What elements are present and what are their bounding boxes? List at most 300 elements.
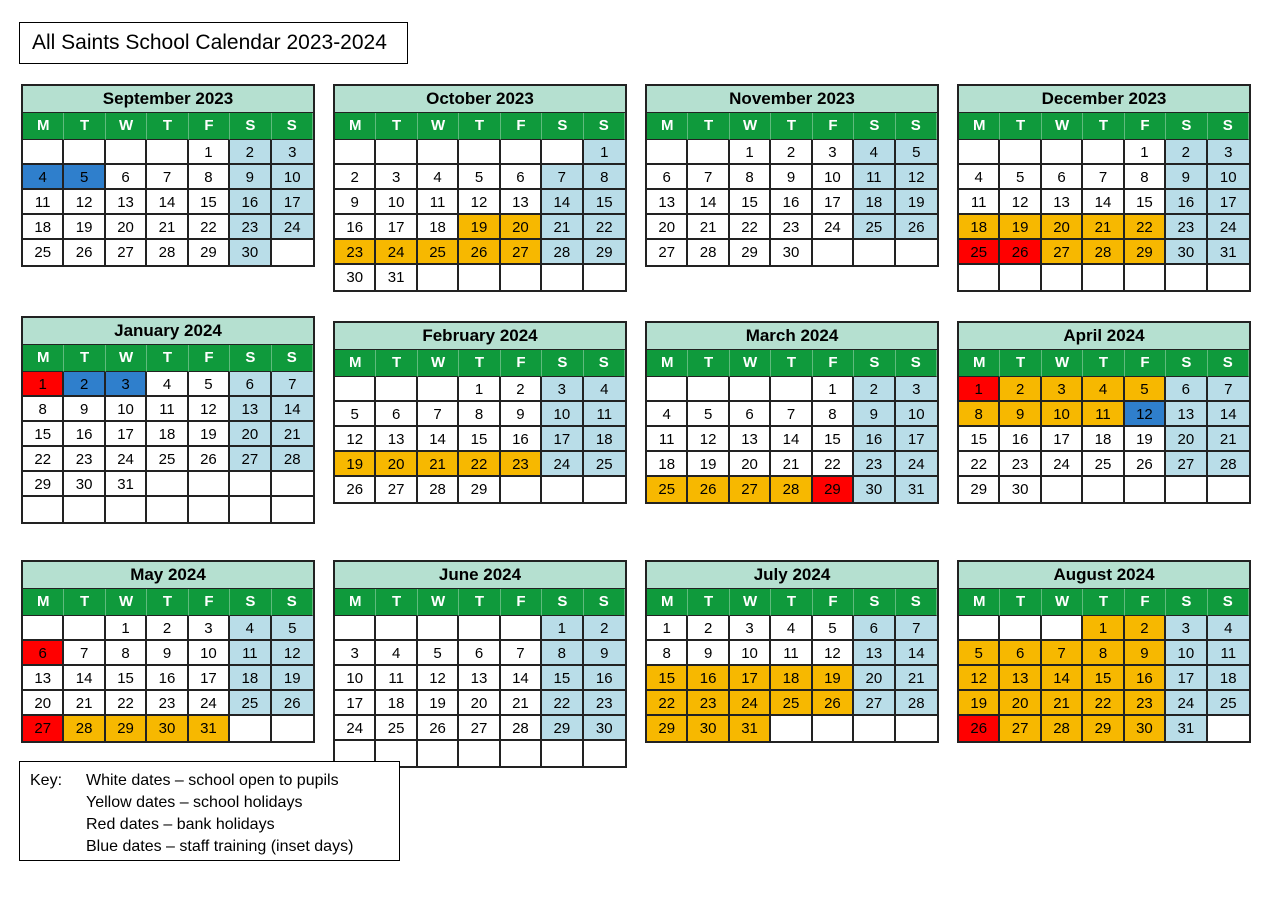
day-cell: 5 bbox=[688, 402, 729, 427]
weekday-header: S bbox=[584, 350, 625, 377]
day-cell: 24 bbox=[813, 215, 854, 240]
day-cell: 18 bbox=[147, 422, 188, 447]
day-cell: 3 bbox=[1166, 616, 1207, 641]
day-cell: 5 bbox=[813, 616, 854, 641]
day-cell: 19 bbox=[335, 452, 376, 477]
day-cell: 9 bbox=[1125, 641, 1166, 666]
day-cell: 23 bbox=[230, 215, 271, 240]
day-cell: 17 bbox=[730, 666, 771, 691]
day-cell: 6 bbox=[501, 165, 542, 190]
day-cell: 31 bbox=[730, 716, 771, 741]
day-cell: 18 bbox=[1208, 666, 1249, 691]
day-cell bbox=[584, 741, 625, 766]
day-cell bbox=[23, 140, 64, 165]
day-cell: 20 bbox=[106, 215, 147, 240]
day-cell: 29 bbox=[959, 477, 1000, 502]
weekday-header: S bbox=[854, 113, 895, 140]
weekday-header: S bbox=[1166, 350, 1207, 377]
day-cell: 3 bbox=[1208, 140, 1249, 165]
key-line-white: White dates – school open to pupils bbox=[86, 772, 339, 789]
day-cell: 8 bbox=[459, 402, 500, 427]
weekday-header: T bbox=[376, 113, 417, 140]
day-cell bbox=[1125, 477, 1166, 502]
day-cell: 6 bbox=[647, 165, 688, 190]
day-cell: 11 bbox=[23, 190, 64, 215]
day-cell: 23 bbox=[147, 691, 188, 716]
day-cell: 21 bbox=[147, 215, 188, 240]
month-title: August 2024 bbox=[959, 562, 1249, 589]
weekday-header: F bbox=[1125, 113, 1166, 140]
day-cell: 12 bbox=[459, 190, 500, 215]
day-cell: 28 bbox=[418, 477, 459, 502]
day-cell: 5 bbox=[896, 140, 937, 165]
day-cell: 6 bbox=[1000, 641, 1041, 666]
weekday-header: S bbox=[1208, 350, 1249, 377]
day-cell bbox=[418, 741, 459, 766]
day-cell: 24 bbox=[376, 240, 417, 265]
weekday-header: S bbox=[230, 345, 271, 372]
day-cell bbox=[688, 377, 729, 402]
day-cell: 27 bbox=[376, 477, 417, 502]
day-cell: 1 bbox=[584, 140, 625, 165]
weekday-header: T bbox=[376, 589, 417, 616]
day-cell: 9 bbox=[501, 402, 542, 427]
day-cell: 25 bbox=[1083, 452, 1124, 477]
day-cell: 9 bbox=[335, 190, 376, 215]
weekday-header: S bbox=[896, 589, 937, 616]
day-cell bbox=[335, 377, 376, 402]
day-cell bbox=[542, 140, 583, 165]
day-cell: 19 bbox=[896, 190, 937, 215]
day-cell: 1 bbox=[1125, 140, 1166, 165]
weekday-header: S bbox=[272, 345, 313, 372]
key-line-yellow: Yellow dates – school holidays bbox=[86, 794, 303, 811]
weekday-header: F bbox=[189, 345, 230, 372]
month-october-2023 bbox=[333, 84, 627, 292]
day-cell bbox=[896, 240, 937, 265]
day-cell bbox=[23, 616, 64, 641]
day-cell: 14 bbox=[1208, 402, 1249, 427]
day-cell: 3 bbox=[272, 140, 313, 165]
day-cell: 29 bbox=[647, 716, 688, 741]
day-cell: 3 bbox=[106, 372, 147, 397]
day-cell bbox=[459, 140, 500, 165]
weekday-header: S bbox=[854, 350, 895, 377]
day-cell bbox=[376, 140, 417, 165]
day-cell: 23 bbox=[1125, 691, 1166, 716]
day-cell: 8 bbox=[584, 165, 625, 190]
day-cell: 23 bbox=[771, 215, 812, 240]
day-cell bbox=[1042, 140, 1083, 165]
day-cell bbox=[1000, 265, 1041, 290]
day-cell: 18 bbox=[771, 666, 812, 691]
day-cell: 13 bbox=[1042, 190, 1083, 215]
weekday-header: M bbox=[23, 113, 64, 140]
weekday-header: T bbox=[459, 589, 500, 616]
day-cell: 30 bbox=[1000, 477, 1041, 502]
day-cell: 15 bbox=[106, 666, 147, 691]
day-cell: 14 bbox=[501, 666, 542, 691]
day-cell: 26 bbox=[64, 240, 105, 265]
day-cell bbox=[272, 240, 313, 265]
weekday-header: T bbox=[64, 589, 105, 616]
day-cell bbox=[230, 472, 271, 497]
day-cell bbox=[854, 240, 895, 265]
day-cell: 6 bbox=[459, 641, 500, 666]
day-cell: 10 bbox=[542, 402, 583, 427]
day-cell bbox=[959, 140, 1000, 165]
day-cell: 30 bbox=[230, 240, 271, 265]
day-cell: 30 bbox=[335, 265, 376, 290]
day-cell: 30 bbox=[147, 716, 188, 741]
day-cell: 26 bbox=[189, 447, 230, 472]
day-cell: 17 bbox=[335, 691, 376, 716]
day-cell: 30 bbox=[854, 477, 895, 502]
day-cell: 18 bbox=[1083, 427, 1124, 452]
day-cell: 20 bbox=[730, 452, 771, 477]
month-title: March 2024 bbox=[647, 323, 937, 350]
day-cell: 12 bbox=[896, 165, 937, 190]
day-cell: 24 bbox=[1042, 452, 1083, 477]
weekday-header: F bbox=[813, 589, 854, 616]
day-cell: 21 bbox=[64, 691, 105, 716]
day-cell: 4 bbox=[959, 165, 1000, 190]
day-cell: 27 bbox=[459, 716, 500, 741]
day-cell: 7 bbox=[1042, 641, 1083, 666]
day-cell: 15 bbox=[1083, 666, 1124, 691]
weekday-header: F bbox=[501, 113, 542, 140]
day-cell: 15 bbox=[730, 190, 771, 215]
day-cell: 10 bbox=[813, 165, 854, 190]
day-cell: 11 bbox=[584, 402, 625, 427]
day-cell: 2 bbox=[688, 616, 729, 641]
day-cell: 12 bbox=[418, 666, 459, 691]
day-cell bbox=[459, 616, 500, 641]
day-cell: 29 bbox=[584, 240, 625, 265]
day-cell: 19 bbox=[1000, 215, 1041, 240]
day-cell: 21 bbox=[542, 215, 583, 240]
day-cell bbox=[64, 497, 105, 522]
weekday-header: S bbox=[542, 350, 583, 377]
day-cell: 9 bbox=[147, 641, 188, 666]
day-cell bbox=[230, 716, 271, 741]
day-cell: 14 bbox=[688, 190, 729, 215]
day-cell: 6 bbox=[230, 372, 271, 397]
weekday-header: M bbox=[23, 345, 64, 372]
day-cell bbox=[959, 616, 1000, 641]
day-cell bbox=[147, 497, 188, 522]
weekday-header: W bbox=[1042, 113, 1083, 140]
weekday-header: M bbox=[647, 113, 688, 140]
day-cell: 22 bbox=[542, 691, 583, 716]
month-title: January 2024 bbox=[23, 318, 313, 345]
day-cell: 22 bbox=[106, 691, 147, 716]
weekday-header: T bbox=[1000, 113, 1041, 140]
day-cell: 2 bbox=[147, 616, 188, 641]
day-cell: 20 bbox=[1042, 215, 1083, 240]
day-cell: 5 bbox=[335, 402, 376, 427]
day-cell: 29 bbox=[1083, 716, 1124, 741]
month-june-2024 bbox=[333, 560, 627, 768]
day-cell: 3 bbox=[896, 377, 937, 402]
day-cell: 28 bbox=[272, 447, 313, 472]
day-cell: 12 bbox=[813, 641, 854, 666]
day-cell: 13 bbox=[106, 190, 147, 215]
day-cell: 2 bbox=[1166, 140, 1207, 165]
day-cell: 22 bbox=[1083, 691, 1124, 716]
day-cell: 24 bbox=[1208, 215, 1249, 240]
day-cell: 25 bbox=[959, 240, 1000, 265]
day-cell: 16 bbox=[230, 190, 271, 215]
weekday-header: M bbox=[335, 113, 376, 140]
day-cell: 7 bbox=[896, 616, 937, 641]
day-cell: 15 bbox=[1125, 190, 1166, 215]
day-cell: 8 bbox=[1083, 641, 1124, 666]
day-cell: 4 bbox=[376, 641, 417, 666]
day-cell: 31 bbox=[106, 472, 147, 497]
day-cell: 8 bbox=[647, 641, 688, 666]
month-march-2024 bbox=[645, 321, 939, 504]
day-cell: 4 bbox=[418, 165, 459, 190]
day-cell: 16 bbox=[688, 666, 729, 691]
day-cell: 12 bbox=[272, 641, 313, 666]
day-cell: 11 bbox=[1083, 402, 1124, 427]
day-cell: 22 bbox=[23, 447, 64, 472]
day-cell: 11 bbox=[418, 190, 459, 215]
day-cell: 19 bbox=[64, 215, 105, 240]
day-cell: 1 bbox=[730, 140, 771, 165]
day-cell: 16 bbox=[1000, 427, 1041, 452]
day-cell: 29 bbox=[730, 240, 771, 265]
day-cell: 5 bbox=[272, 616, 313, 641]
day-cell: 22 bbox=[189, 215, 230, 240]
day-cell bbox=[147, 140, 188, 165]
day-cell: 26 bbox=[335, 477, 376, 502]
day-cell: 29 bbox=[813, 477, 854, 502]
day-cell: 22 bbox=[584, 215, 625, 240]
day-cell bbox=[376, 616, 417, 641]
day-cell: 7 bbox=[1208, 377, 1249, 402]
weekday-header: S bbox=[272, 113, 313, 140]
day-cell: 7 bbox=[418, 402, 459, 427]
day-cell: 25 bbox=[647, 477, 688, 502]
day-cell: 31 bbox=[189, 716, 230, 741]
day-cell: 4 bbox=[647, 402, 688, 427]
day-cell bbox=[1000, 616, 1041, 641]
day-cell: 30 bbox=[771, 240, 812, 265]
day-cell bbox=[1083, 140, 1124, 165]
day-cell: 26 bbox=[813, 691, 854, 716]
key-legend bbox=[19, 761, 400, 861]
weekday-header: M bbox=[647, 350, 688, 377]
day-cell: 2 bbox=[501, 377, 542, 402]
day-cell: 5 bbox=[64, 165, 105, 190]
day-cell: 6 bbox=[23, 641, 64, 666]
day-cell: 7 bbox=[64, 641, 105, 666]
day-cell: 11 bbox=[647, 427, 688, 452]
day-cell: 22 bbox=[730, 215, 771, 240]
day-cell: 8 bbox=[813, 402, 854, 427]
day-cell: 19 bbox=[418, 691, 459, 716]
day-cell: 12 bbox=[335, 427, 376, 452]
weekday-header: T bbox=[147, 345, 188, 372]
day-cell bbox=[1083, 477, 1124, 502]
day-cell: 28 bbox=[64, 716, 105, 741]
day-cell: 4 bbox=[584, 377, 625, 402]
day-cell: 25 bbox=[230, 691, 271, 716]
day-cell: 7 bbox=[272, 372, 313, 397]
key-line-red: Red dates – bank holidays bbox=[86, 816, 275, 833]
day-cell bbox=[272, 472, 313, 497]
weekday-header: S bbox=[1208, 589, 1249, 616]
day-cell: 23 bbox=[584, 691, 625, 716]
day-cell: 2 bbox=[64, 372, 105, 397]
day-cell: 25 bbox=[1208, 691, 1249, 716]
day-cell: 13 bbox=[854, 641, 895, 666]
day-cell: 27 bbox=[106, 240, 147, 265]
day-cell: 30 bbox=[64, 472, 105, 497]
day-cell bbox=[335, 616, 376, 641]
day-cell bbox=[459, 265, 500, 290]
weekday-header: S bbox=[1166, 113, 1207, 140]
day-cell: 20 bbox=[854, 666, 895, 691]
day-cell: 28 bbox=[542, 240, 583, 265]
day-cell bbox=[584, 265, 625, 290]
day-cell bbox=[418, 377, 459, 402]
day-cell: 12 bbox=[1125, 402, 1166, 427]
day-cell bbox=[813, 240, 854, 265]
day-cell bbox=[1166, 265, 1207, 290]
day-cell: 15 bbox=[23, 422, 64, 447]
day-cell: 17 bbox=[1166, 666, 1207, 691]
day-cell: 21 bbox=[688, 215, 729, 240]
day-cell: 1 bbox=[813, 377, 854, 402]
day-cell: 19 bbox=[688, 452, 729, 477]
day-cell: 28 bbox=[1208, 452, 1249, 477]
weekday-header: T bbox=[771, 350, 812, 377]
weekday-header: M bbox=[335, 589, 376, 616]
weekday-header: W bbox=[730, 113, 771, 140]
month-title: April 2024 bbox=[959, 323, 1249, 350]
day-cell: 6 bbox=[1166, 377, 1207, 402]
day-cell: 5 bbox=[418, 641, 459, 666]
day-cell: 17 bbox=[376, 215, 417, 240]
day-cell: 12 bbox=[959, 666, 1000, 691]
day-cell bbox=[1042, 265, 1083, 290]
day-cell: 16 bbox=[335, 215, 376, 240]
day-cell: 13 bbox=[501, 190, 542, 215]
day-cell bbox=[230, 497, 271, 522]
day-cell: 27 bbox=[501, 240, 542, 265]
day-cell: 23 bbox=[501, 452, 542, 477]
day-cell: 8 bbox=[959, 402, 1000, 427]
day-cell: 11 bbox=[147, 397, 188, 422]
day-cell: 22 bbox=[959, 452, 1000, 477]
weekday-header: W bbox=[106, 589, 147, 616]
month-title: May 2024 bbox=[23, 562, 313, 589]
weekday-header: F bbox=[813, 350, 854, 377]
day-cell bbox=[1125, 265, 1166, 290]
day-cell: 8 bbox=[542, 641, 583, 666]
day-cell: 24 bbox=[106, 447, 147, 472]
day-cell: 30 bbox=[1166, 240, 1207, 265]
day-cell: 8 bbox=[1125, 165, 1166, 190]
day-cell: 19 bbox=[959, 691, 1000, 716]
day-cell: 9 bbox=[64, 397, 105, 422]
day-cell: 14 bbox=[147, 190, 188, 215]
day-cell: 1 bbox=[647, 616, 688, 641]
day-cell: 9 bbox=[771, 165, 812, 190]
day-cell: 21 bbox=[1042, 691, 1083, 716]
day-cell: 3 bbox=[813, 140, 854, 165]
key-line-blue: Blue dates – staff training (inset days) bbox=[86, 838, 354, 855]
day-cell: 19 bbox=[272, 666, 313, 691]
weekday-header: T bbox=[1083, 589, 1124, 616]
day-cell: 15 bbox=[459, 427, 500, 452]
weekday-header: S bbox=[230, 113, 271, 140]
day-cell: 6 bbox=[376, 402, 417, 427]
day-cell bbox=[418, 616, 459, 641]
day-cell: 19 bbox=[189, 422, 230, 447]
weekday-header: M bbox=[23, 589, 64, 616]
day-cell: 18 bbox=[23, 215, 64, 240]
day-cell: 13 bbox=[647, 190, 688, 215]
day-cell: 14 bbox=[896, 641, 937, 666]
day-cell: 24 bbox=[542, 452, 583, 477]
day-cell: 5 bbox=[1125, 377, 1166, 402]
day-cell: 3 bbox=[1042, 377, 1083, 402]
day-cell: 7 bbox=[771, 402, 812, 427]
day-cell: 10 bbox=[730, 641, 771, 666]
day-cell: 2 bbox=[771, 140, 812, 165]
day-cell: 18 bbox=[584, 427, 625, 452]
day-cell: 5 bbox=[189, 372, 230, 397]
day-cell: 13 bbox=[1166, 402, 1207, 427]
day-cell: 1 bbox=[542, 616, 583, 641]
day-cell bbox=[1208, 265, 1249, 290]
day-cell: 9 bbox=[1166, 165, 1207, 190]
weekday-header: M bbox=[959, 350, 1000, 377]
day-cell: 1 bbox=[459, 377, 500, 402]
month-title: February 2024 bbox=[335, 323, 625, 350]
weekday-header: T bbox=[147, 113, 188, 140]
weekday-header: T bbox=[147, 589, 188, 616]
month-august-2024 bbox=[957, 560, 1251, 743]
day-cell: 25 bbox=[418, 240, 459, 265]
day-cell: 8 bbox=[23, 397, 64, 422]
day-cell: 12 bbox=[64, 190, 105, 215]
weekday-header: F bbox=[189, 589, 230, 616]
day-cell: 16 bbox=[1166, 190, 1207, 215]
day-cell: 20 bbox=[376, 452, 417, 477]
day-cell: 8 bbox=[106, 641, 147, 666]
weekday-header: M bbox=[959, 113, 1000, 140]
weekday-header: T bbox=[688, 113, 729, 140]
day-cell: 17 bbox=[189, 666, 230, 691]
day-cell bbox=[1042, 477, 1083, 502]
day-cell: 27 bbox=[230, 447, 271, 472]
weekday-header: S bbox=[1208, 113, 1249, 140]
day-cell: 26 bbox=[688, 477, 729, 502]
weekday-header: T bbox=[1000, 350, 1041, 377]
day-cell: 10 bbox=[189, 641, 230, 666]
day-cell: 17 bbox=[1208, 190, 1249, 215]
day-cell: 24 bbox=[1166, 691, 1207, 716]
day-cell: 11 bbox=[959, 190, 1000, 215]
day-cell: 19 bbox=[813, 666, 854, 691]
day-cell: 10 bbox=[106, 397, 147, 422]
day-cell: 1 bbox=[1083, 616, 1124, 641]
